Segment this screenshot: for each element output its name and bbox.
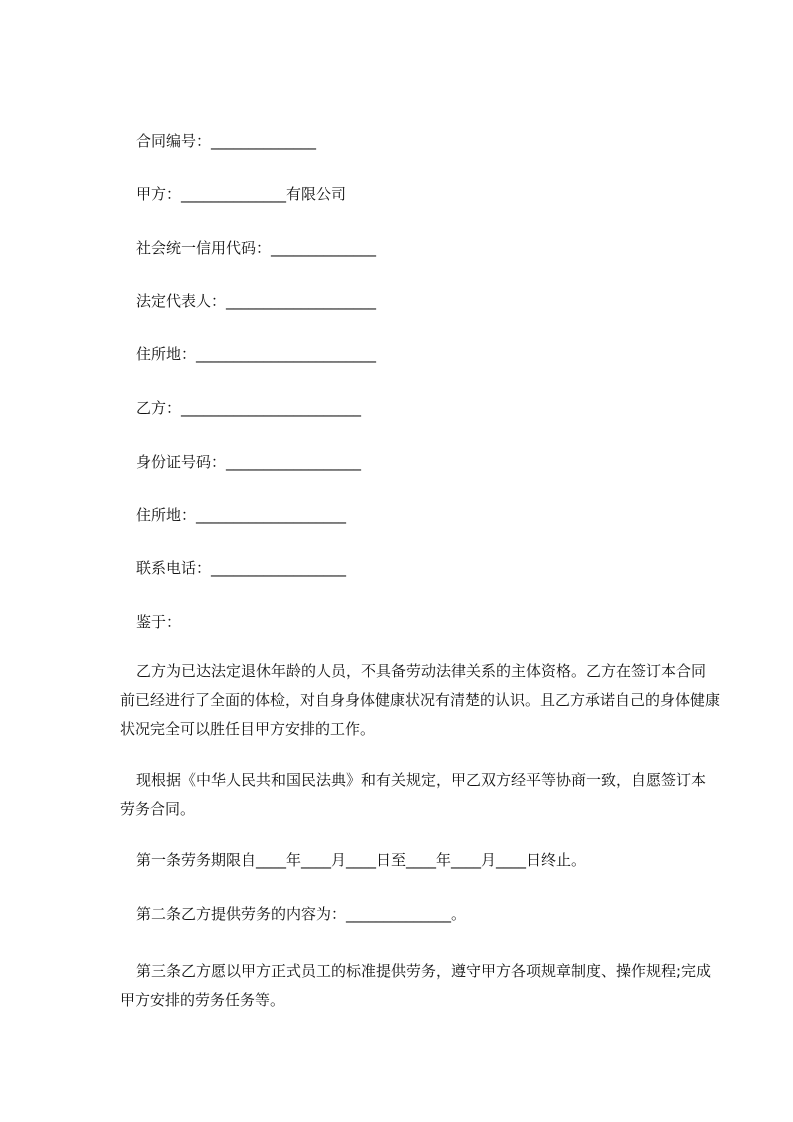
basis-paragraph: 现根据《中华人民共和国民法典》和有关规定，甲乙双方经平等协商一致，自愿签订本劳务合同。	[120, 771, 707, 818]
whereas-heading: 鉴于：	[136, 613, 182, 631]
credit-code-field: 社会统一信用代码：______________	[136, 239, 377, 257]
party-a-address-field: 住所地：________________________	[136, 345, 377, 363]
id-number-field: 身份证号码：__________________	[136, 453, 362, 471]
party-b-address-field: 住所地：____________________	[136, 506, 347, 524]
whereas-paragraph: 乙方为已达法定退休年龄的人员，不具备劳动法律关系的主体资格。乙方在签订本合同前已经进行了全面的体检，对自身身体健康状况有清楚的认识。且乙方承诺自己的身体健康状况完全可以胜任目甲方安排的工作。	[120, 662, 721, 738]
article-1: 第一条劳务期限自____年____月____日至____年____月____日终止。	[136, 851, 587, 869]
phone-field: 联系电话：__________________	[136, 559, 347, 577]
party-b-field: 乙方：________________________	[136, 399, 362, 417]
contract-number-field: 合同编号：______________	[136, 132, 317, 150]
article-3: 第三条乙方愿以甲方正式员工的标准提供劳务，遵守甲方各项规章制度、操作规程;完成甲方安排的劳务任务等。	[120, 962, 712, 1009]
article-2: 第二条乙方提供劳务的内容为：______________。	[136, 905, 467, 923]
legal-representative-field: 法定代表人：____________________	[136, 292, 377, 310]
party-a-field: 甲方：______________有限公司	[136, 185, 347, 203]
